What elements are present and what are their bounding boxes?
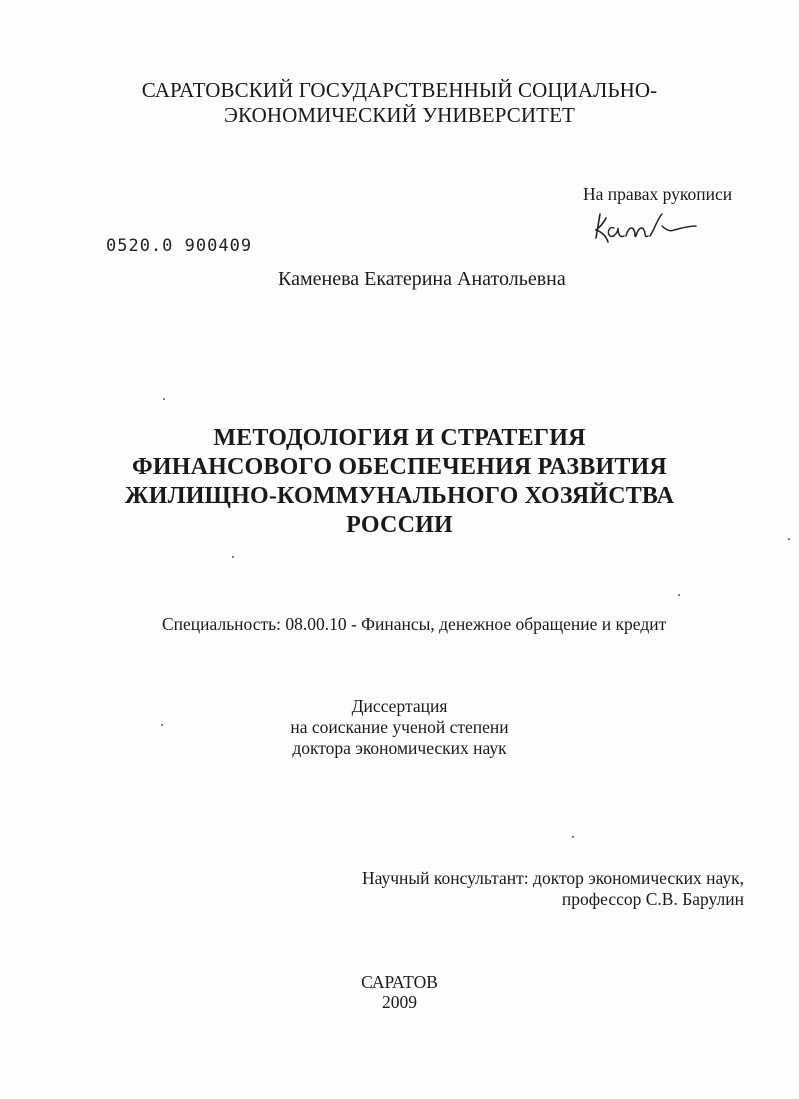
scientific-consultant bbox=[362, 868, 744, 910]
scan-speck bbox=[572, 836, 574, 838]
dissertation-line-1: Диссертация bbox=[351, 696, 448, 716]
title-line-1: МЕТОДОЛОГИЯ И СТРАТЕГИЯ bbox=[213, 425, 586, 451]
scan-speck bbox=[788, 538, 790, 540]
author-name: Каменева Екатерина Анатольевна bbox=[278, 268, 566, 290]
city-name: САРАТОВ bbox=[361, 972, 438, 992]
scan-speck bbox=[161, 724, 163, 726]
university-name-line-1: САРАТОВСКИЙ ГОСУДАРСТВЕННЫЙ СОЦИАЛЬНО- bbox=[141, 78, 658, 102]
university-name bbox=[0, 78, 799, 128]
scan-speck bbox=[163, 398, 165, 400]
dissertation-type bbox=[0, 696, 799, 759]
scan-speck bbox=[232, 556, 234, 558]
dissertation-line-3: доктора экономических наук bbox=[292, 738, 507, 758]
title-line-2: ФИНАНСОВОГО ОБЕСПЕЧЕНИЯ РАЗВИТИЯ bbox=[132, 454, 667, 480]
consultant-line-2: профессор С.В. Барулин bbox=[561, 889, 744, 909]
dissertation-title bbox=[0, 424, 799, 540]
publication-footer bbox=[0, 972, 799, 1012]
archive-code: 0520.0 900409 bbox=[106, 236, 253, 256]
manuscript-rights-note: На правах рукописи bbox=[583, 184, 733, 204]
title-line-4: РОССИИ bbox=[346, 512, 453, 538]
publication-year: 2009 bbox=[382, 992, 417, 1012]
handwritten-signature bbox=[592, 208, 712, 248]
scan-speck bbox=[678, 594, 680, 596]
dissertation-line-2: на соискание ученой степени bbox=[290, 717, 509, 737]
specialty-line: Специальность: 08.00.10 - Финансы, денежное обращение и кредит bbox=[162, 614, 667, 634]
university-name-line-2: ЭКОНОМИЧЕСКИЙ УНИВЕРСИТЕТ bbox=[224, 103, 575, 127]
title-line-3: ЖИЛИЩНО-КОММУНАЛЬНОГО ХОЗЯЙСТВА bbox=[124, 483, 675, 509]
consultant-line-1: Научный консультант: доктор экономических наук, bbox=[361, 868, 744, 888]
